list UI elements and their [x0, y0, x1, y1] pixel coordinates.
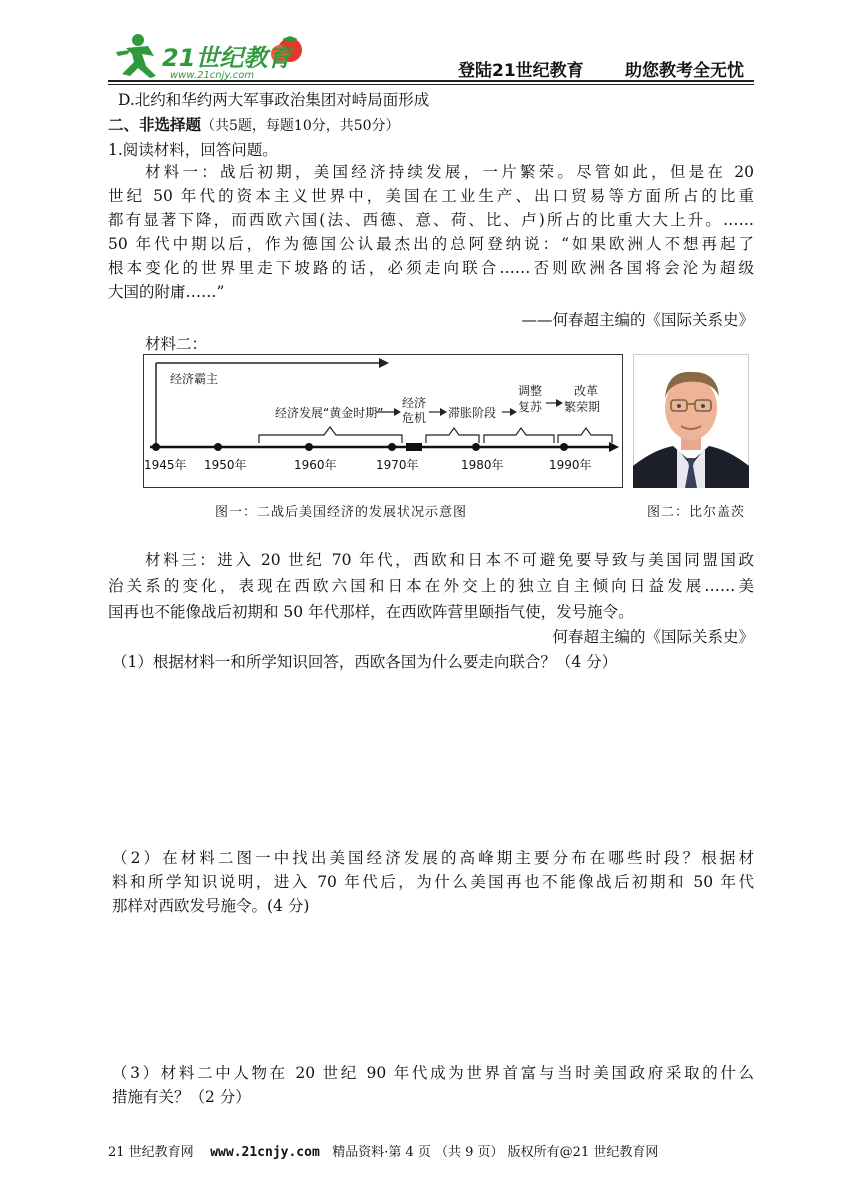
footer-page-info: 精品资料·第 4 页 （共 9 页） 版权所有@21 世纪教育网 [332, 1145, 659, 1160]
question-1-title: 1.阅读材料，回答问题。 [108, 141, 278, 159]
section-note: （共5题，每题10分，共50分） [201, 118, 400, 134]
option-d: D.北约和华约两大军事政治集团对峙局面形成 [118, 91, 430, 109]
adjust-bracket [484, 428, 554, 443]
arrow-head [556, 399, 563, 407]
header-rule [108, 80, 754, 82]
tick-1970 [388, 443, 396, 451]
header-rule-thin [108, 84, 754, 85]
crisis-block [406, 443, 422, 451]
tick-1990 [560, 443, 568, 451]
material-3-line: 治关系的变化，表现在西欧六国和日本在外交上的独立自主倾向日益发展……美 [108, 577, 754, 595]
arrow-head [394, 408, 401, 416]
question-1-1: （1）根据材料一和所学知识回答，西欧各国为什么要走向联合？（4 分） [112, 653, 618, 671]
material-1-line: 都有显著下降，而西欧六国(法、西德、意、荷、比、卢)所占的比重大大上升。…… [108, 211, 754, 229]
tick-1980 [472, 443, 480, 451]
material-1-line: 大国的附庸……” [108, 283, 225, 301]
year-label: 1980年 [461, 458, 504, 472]
tick-1950 [214, 443, 222, 451]
year-label: 1990年 [549, 458, 592, 472]
material-3-source: 何春超主编的《国际关系史》 [552, 628, 754, 646]
hegemony-arrow-head [379, 358, 389, 368]
footer-site: 21 世纪教育网 [108, 1145, 194, 1160]
material-1-line: 50 年代中期以后，作为德国公认最杰出的总阿登纳说：“如果欧洲人不想再起了 [108, 235, 754, 253]
material-1-line: 世纪 50 年代的资本主义世界中，美国在工业生产、出口贸易等方面所占的比重 [108, 187, 754, 205]
label-crisis-2: 危机 [402, 411, 427, 425]
year-label: 1945年 [144, 458, 187, 472]
question-1-2-line: 那样对西欧发号施令。(4 分) [112, 897, 310, 915]
material-1-line: 材料一：战后初期，美国经济持续发展，一片繁荣。尽管如此，但是在 20 [145, 163, 754, 181]
header-right-slogan: 助您教考全无忧 [625, 61, 744, 81]
year-label: 1960年 [294, 458, 337, 472]
material-3-line: 材料三：进入 20 世纪 70 年代，西欧和日本不可避免要导致与美国同盟国政 [145, 551, 754, 569]
label-stagnation: 滞胀阶段 [448, 406, 497, 420]
logo-url-text: www.21cnjy.com [170, 70, 255, 81]
section-heading [108, 115, 400, 136]
label-reform-2: 繁荣期 [564, 400, 601, 414]
figure-1-caption: 图一：二战后美国经济的发展状况示意图 [215, 505, 468, 520]
section-title: 二、非选择题 [108, 116, 202, 134]
year-label: 1950年 [204, 458, 247, 472]
golden-period-bracket [259, 427, 402, 443]
us-economy-timeline [143, 354, 623, 488]
timeline-axis-arrow [609, 442, 619, 452]
site-logo [112, 30, 312, 82]
stagnation-bracket [426, 428, 479, 443]
page-footer [108, 1141, 658, 1160]
arrow-head [510, 408, 517, 416]
tick-1945 [152, 443, 160, 451]
label-hegemony: 经济霸主 [170, 372, 219, 386]
header-left-slogan: 登陆21世纪教育 [458, 61, 584, 81]
figure-2-caption: 图二：比尔盖茨 [647, 505, 746, 520]
material-1-source: ——何春超主编的《国际关系史》 [521, 311, 754, 329]
question-1-2-line: 料和所学知识说明，进入 70 年代后，为什么美国再也不能像战后初期和 50 年代 [112, 873, 754, 891]
footer-url: www.21cnjy.com [210, 1145, 320, 1160]
reform-bracket [558, 428, 612, 443]
bill-gates-photo [633, 354, 749, 488]
tick-1960 [305, 443, 313, 451]
material-2-title: 材料二： [145, 335, 208, 353]
question-1-3-line: 措施有关？（2 分） [112, 1088, 251, 1106]
arrow-head [440, 408, 447, 416]
label-adjust-2: 复苏 [518, 400, 543, 414]
label-golden-period: 经济发展“黄金时期” [275, 406, 384, 420]
label-crisis-1: 经济 [402, 396, 427, 410]
question-1-2-line: （2）在材料二图一中找出美国经济发展的高峰期主要分布在哪些时段？根据材 [112, 849, 754, 867]
material-1-line: 根本变化的世界里走下坡路的话，必须走向联合……否则欧洲各国将会沦为超级 [108, 259, 754, 277]
label-adjust-1: 调整 [518, 384, 543, 398]
material-3-line: 国再也不能像战后初期和 50 年代那样，在西欧阵营里颐指气使，发号施令。 [108, 603, 634, 621]
label-reform-1: 改革 [574, 384, 599, 398]
logo-text: 21世纪教育 [162, 44, 292, 72]
question-1-3-line: （3）材料二中人物在 20 世纪 90 年代成为世界首富与当时美国政府采取的什么 [112, 1064, 754, 1082]
year-label: 1970年 [376, 458, 419, 472]
